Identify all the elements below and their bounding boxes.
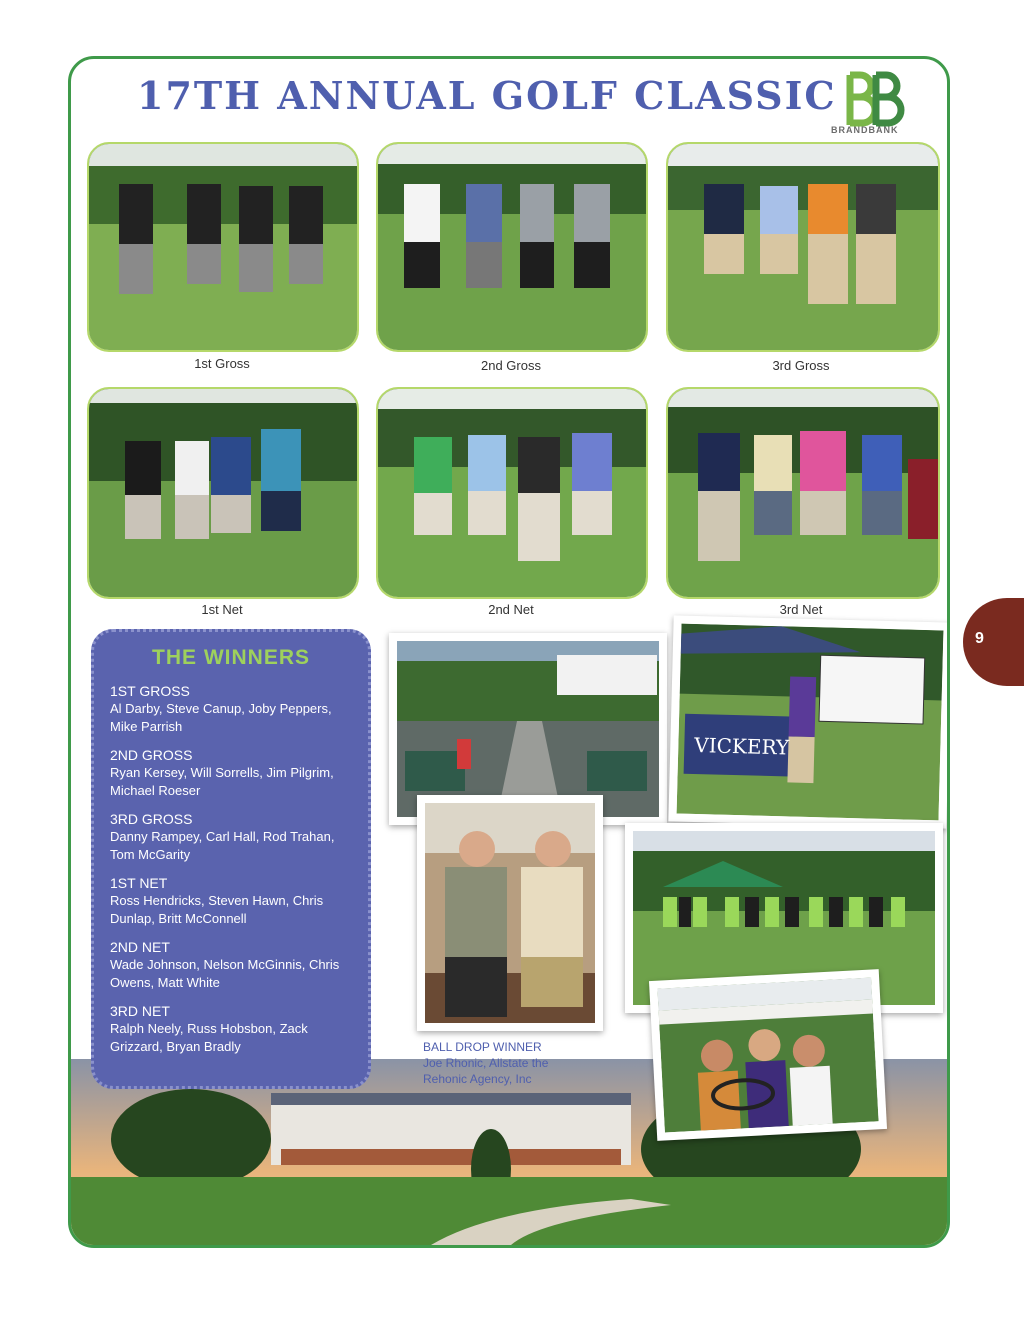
caption-2nd-net: 2nd Net	[488, 602, 534, 617]
page-title: 17TH ANNUAL GOLF CLASSIC	[137, 73, 837, 118]
page-number: 9	[975, 630, 984, 647]
winner-names: Al Darby, Steve Canup, Joby Peppers, Mike Parrish	[110, 701, 332, 734]
page-number-tab	[963, 598, 1024, 686]
winner-names: Ross Hendricks, Steven Hawn, Chris Dunlap, Britt McConnell	[110, 893, 324, 926]
winner-label: 2ND NET	[110, 939, 170, 955]
winner-label: 3RD NET	[110, 1003, 170, 1019]
winner-entry	[110, 810, 352, 864]
ball-drop-heading: BALL DROP WINNER	[423, 1040, 542, 1054]
photo-3rd-gross	[666, 142, 940, 352]
photo-golf-cart-ladies	[649, 969, 887, 1141]
winner-label: 1ST NET	[110, 875, 168, 891]
winner-entry	[110, 1002, 352, 1056]
winner-label: 3RD GROSS	[110, 811, 193, 827]
winner-entry	[110, 682, 352, 736]
caption-3rd-gross: 3rd Gross	[772, 358, 830, 373]
winner-entry	[110, 874, 352, 928]
caption-1st-gross: 1st Gross	[194, 356, 250, 371]
winners-heading: THE WINNERS	[152, 646, 310, 669]
brandbank-logo-text: BRANDBANK	[831, 125, 899, 135]
caption-3rd-net: 3rd Net	[779, 602, 823, 617]
caption-2nd-gross: 2nd Gross	[481, 358, 541, 373]
ball-drop-text: Joe Rhonic, Allstate the Rehonic Agency, Inc	[423, 1056, 549, 1086]
winner-names: Danny Rampey, Carl Hall, Rod Trahan, Tom McGarity	[110, 829, 335, 862]
brandbank-logo-icon	[836, 69, 916, 133]
photo-handshake	[417, 795, 603, 1031]
photo-3rd-net	[666, 387, 940, 599]
photo-2nd-gross	[376, 142, 648, 352]
photo-check-presentation	[668, 615, 950, 828]
winner-label: 2ND GROSS	[110, 747, 193, 763]
winner-names: Ralph Neely, Russ Hobsbon, Zack Grizzard, Bryan Bradly	[110, 1021, 308, 1054]
winner-entry	[110, 746, 352, 800]
photo-1st-gross	[87, 142, 359, 352]
winner-names: Ryan Kersey, Will Sorrells, Jim Pilgrim, Michael Roeser	[110, 765, 334, 798]
caption-1st-net: 1st Net	[201, 602, 243, 617]
photo-2nd-net	[376, 387, 648, 599]
sponsor-banner-text: VICKERY	[694, 732, 790, 760]
winner-entry	[110, 938, 352, 992]
winners-panel	[91, 629, 371, 1089]
page-frame	[68, 56, 950, 1248]
winner-names: Wade Johnson, Nelson McGinnis, Chris Owens, Matt White	[110, 957, 340, 990]
ball-drop-caption	[423, 1039, 573, 1087]
photo-1st-net	[87, 387, 359, 599]
winner-label: 1ST GROSS	[110, 683, 190, 699]
